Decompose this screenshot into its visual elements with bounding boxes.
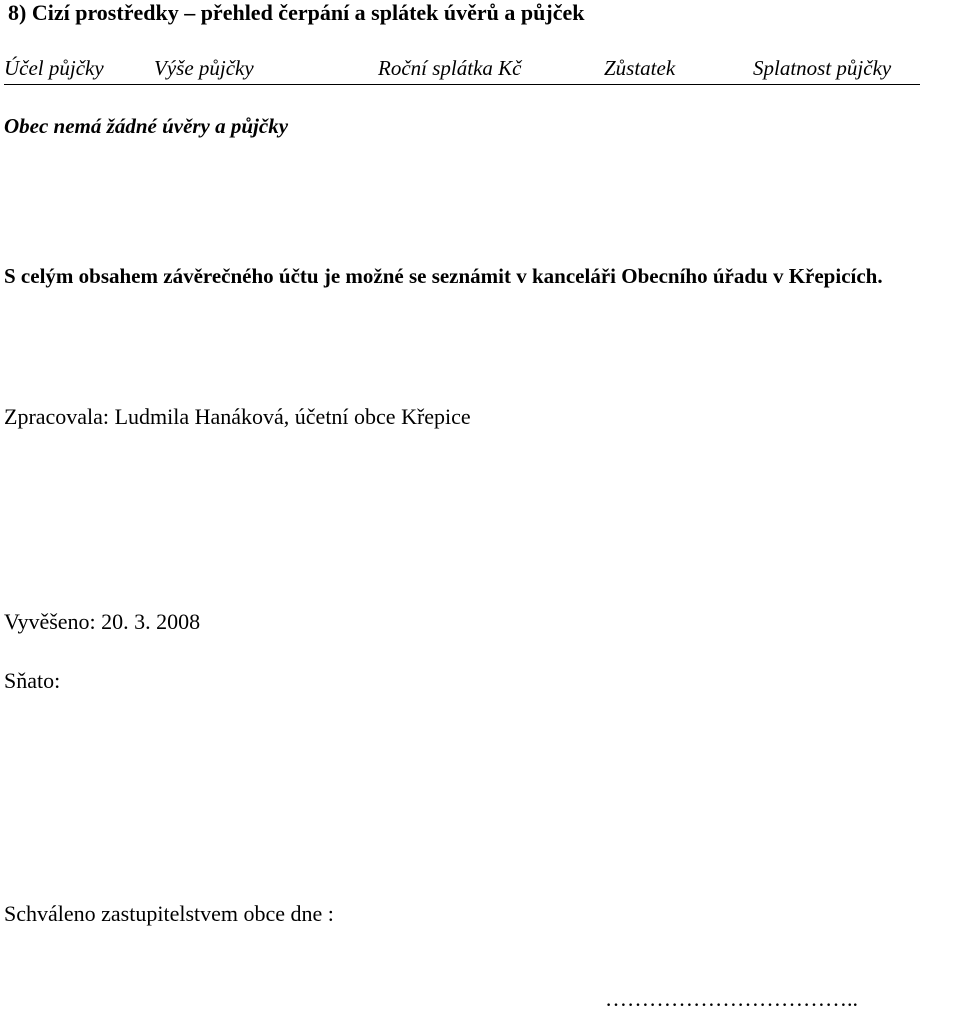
section-title: Cizí prostředky – přehled čerpání a splátek úvěrů a půjček <box>31 0 585 25</box>
column-header-amount: Výše půjčky <box>154 56 254 80</box>
no-loans-note: Obec nemá žádné úvěry a půjčky <box>4 114 289 138</box>
column-header-annual-payment: Roční splátka Kč <box>378 56 522 80</box>
posted-value: 20. 3. 2008 <box>101 609 201 634</box>
removed-date <box>4 670 60 692</box>
prepared-by <box>4 406 471 428</box>
removed-label: Sňato: <box>4 668 61 693</box>
loan-table-header <box>4 58 920 85</box>
approval-line <box>4 903 334 925</box>
posted-date <box>4 611 200 633</box>
column-header-purpose: Účel půjčky <box>4 56 104 80</box>
posted-label: Vyvěšeno: <box>4 609 96 634</box>
approved-label: Schváleno zastupitelstvem obce dne : <box>4 901 334 926</box>
section-number: 8) <box>8 0 27 25</box>
prepared-by-label: Zpracovala: <box>4 404 110 429</box>
column-header-maturity: Splatnost půjčky <box>753 56 892 80</box>
column-header-balance: Zůstatek <box>604 56 676 80</box>
signature-line: …………………………….. <box>605 986 858 1011</box>
section-heading <box>8 2 584 24</box>
closing-account-notice: S celým obsahem závěrečného účtu je možné se seznámit v kanceláři Obecního úřadu v Křepicích. <box>4 264 883 288</box>
prepared-by-value: Ludmila Hanáková, účetní obce Křepice <box>114 404 471 429</box>
